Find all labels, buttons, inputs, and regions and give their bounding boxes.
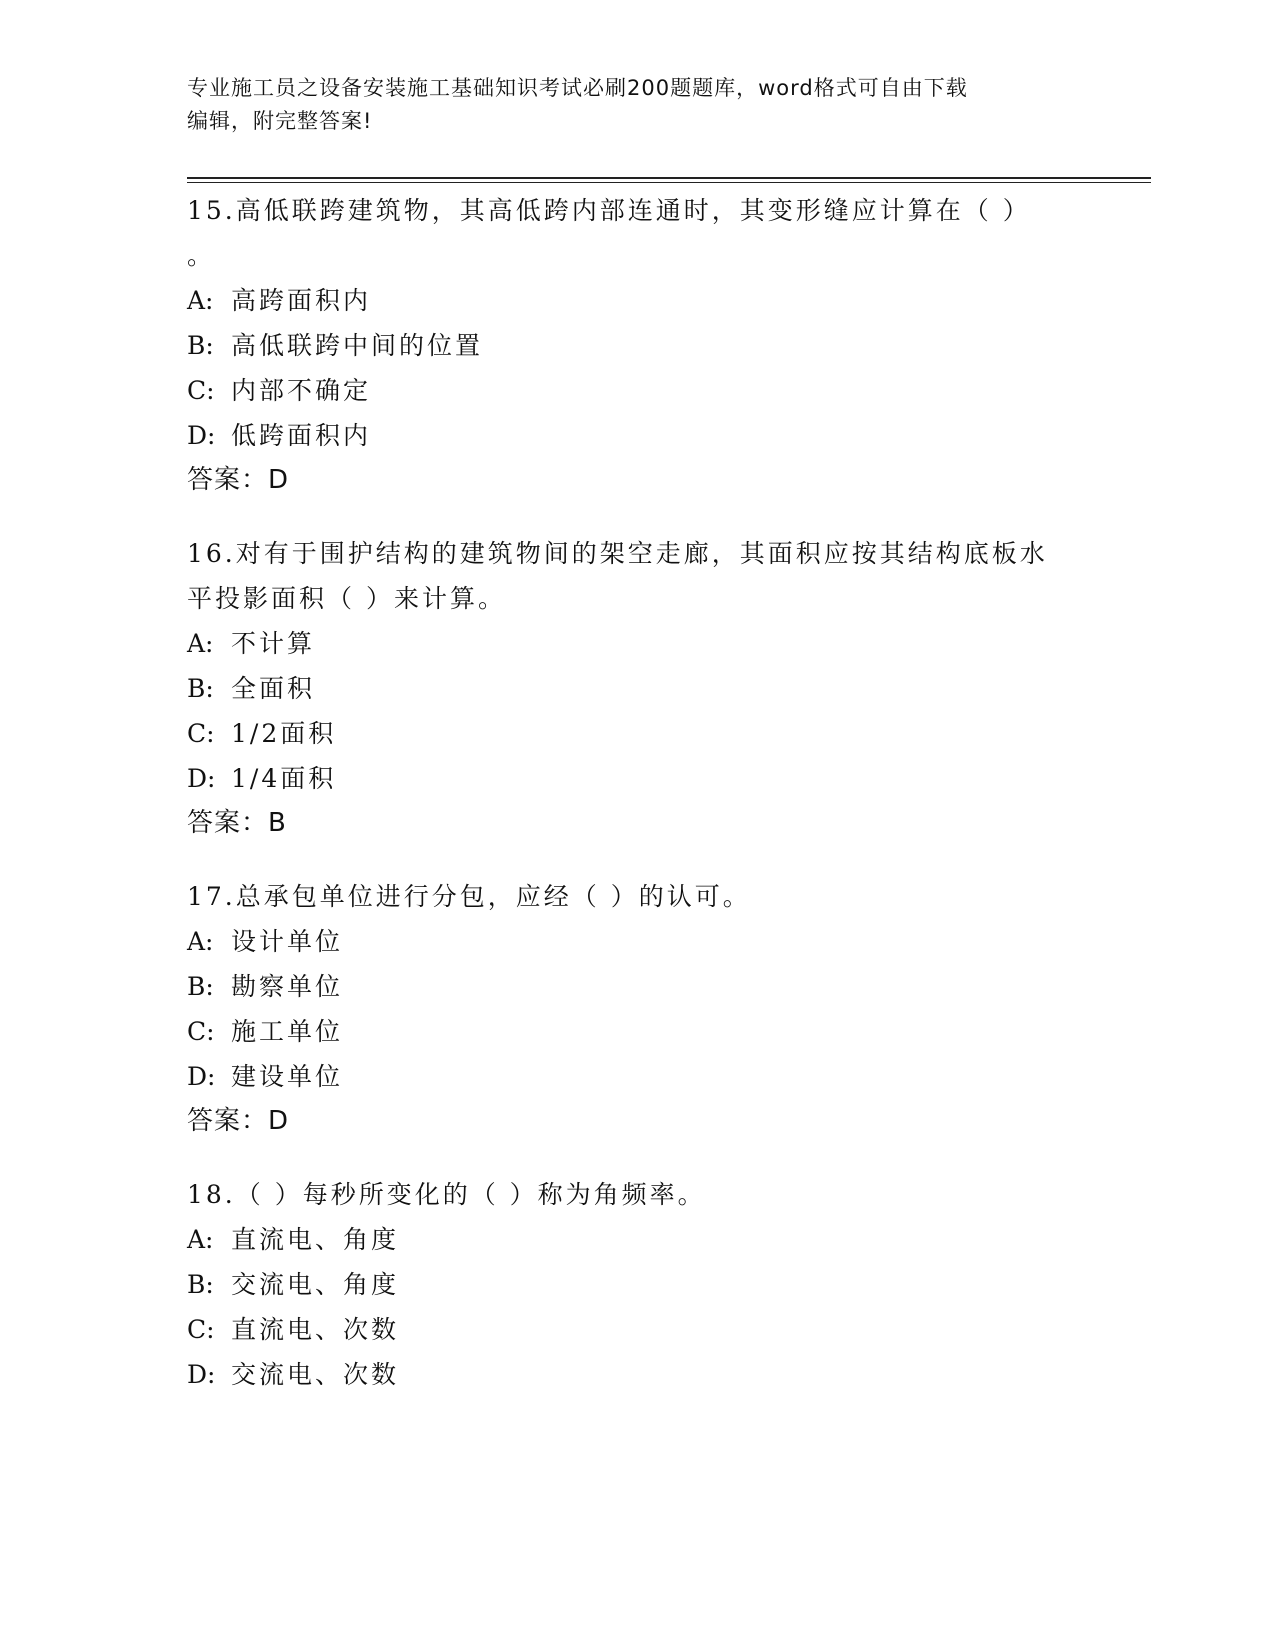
option-d xyxy=(187,1054,1107,1099)
header-line-1: 专业施工员之设备安装施工基础知识考试必刷200题题库，word格式可自由下载 xyxy=(187,76,968,100)
question-stem xyxy=(187,531,1107,621)
option-letter: A: xyxy=(187,286,214,315)
question-stem xyxy=(187,1172,1107,1217)
question-stem xyxy=(187,874,1107,919)
option-d xyxy=(187,1352,1107,1397)
option-text: 高低联跨中间的位置 xyxy=(231,331,484,360)
option-letter: B: xyxy=(187,1270,214,1299)
document-header xyxy=(187,72,1087,138)
option-b xyxy=(187,964,1107,1009)
option-b xyxy=(187,323,1107,368)
header-line-2: 编辑，附完整答案! xyxy=(187,109,373,133)
option-text: 设计单位 xyxy=(231,927,344,956)
question-stem-line: 16.对有于围护结构的建筑物间的架空走廊，其面积应按其结构底板水 xyxy=(187,539,1048,568)
question-stem-line: 平投影面积（ ）来计算。 xyxy=(187,584,506,613)
question-stem xyxy=(187,188,1107,278)
option-letter: C: xyxy=(187,1315,215,1344)
option-text: 低跨面积内 xyxy=(231,421,372,450)
option-b xyxy=(187,666,1107,711)
question-stem-line: 15.高低联跨建筑物，其高低跨内部连通时，其变形缝应计算在（ ） xyxy=(187,196,1031,225)
option-letter: B: xyxy=(187,674,214,703)
option-letter: A: xyxy=(187,1225,214,1254)
option-letter: A: xyxy=(187,927,214,956)
option-c xyxy=(187,368,1107,413)
option-letter: D: xyxy=(187,764,216,793)
option-text: 1/4面积 xyxy=(231,764,337,793)
question-18 xyxy=(187,1172,1107,1397)
option-d xyxy=(187,413,1107,458)
option-letter: C: xyxy=(187,719,215,748)
option-letter: D: xyxy=(187,421,216,450)
option-a xyxy=(187,621,1107,666)
option-letter: D: xyxy=(187,1360,216,1389)
option-letter: B: xyxy=(187,972,214,1001)
option-a xyxy=(187,919,1107,964)
option-text: 交流电、角度 xyxy=(231,1270,400,1299)
question-stem-line: 17.总承包单位进行分包，应经（ ）的认可。 xyxy=(187,882,751,911)
option-c xyxy=(187,711,1107,756)
option-letter: D: xyxy=(187,1062,216,1091)
option-letter: C: xyxy=(187,376,215,405)
option-letter: A: xyxy=(187,629,214,658)
header-divider xyxy=(187,177,1151,183)
option-c xyxy=(187,1009,1107,1054)
answer-line: 答案：D xyxy=(187,465,290,495)
question-stem-line: 18.（ ）每秒所变化的（ ）称为角频率。 xyxy=(187,1180,706,1209)
option-text: 1/2面积 xyxy=(231,719,337,748)
question-list xyxy=(187,188,1107,1425)
option-c xyxy=(187,1307,1107,1352)
option-text: 直流电、次数 xyxy=(231,1315,400,1344)
question-17 xyxy=(187,874,1107,1144)
option-b xyxy=(187,1262,1107,1307)
option-text: 全面积 xyxy=(231,674,316,703)
question-15 xyxy=(187,188,1107,503)
option-text: 不计算 xyxy=(231,629,316,658)
answer-line: 答案：B xyxy=(187,808,287,838)
option-a xyxy=(187,1217,1107,1262)
question-16 xyxy=(187,531,1107,846)
option-text: 高跨面积内 xyxy=(231,286,372,315)
option-letter: B: xyxy=(187,331,214,360)
option-text: 勘察单位 xyxy=(231,972,344,1001)
question-stem-line: 。 xyxy=(187,241,216,270)
option-d xyxy=(187,756,1107,801)
option-letter: C: xyxy=(187,1017,215,1046)
option-text: 内部不确定 xyxy=(231,376,372,405)
option-a xyxy=(187,278,1107,323)
option-text: 建设单位 xyxy=(231,1062,344,1091)
option-text: 交流电、次数 xyxy=(231,1360,400,1389)
option-text: 直流电、角度 xyxy=(231,1225,400,1254)
answer-line: 答案：D xyxy=(187,1106,290,1136)
option-text: 施工单位 xyxy=(231,1017,344,1046)
